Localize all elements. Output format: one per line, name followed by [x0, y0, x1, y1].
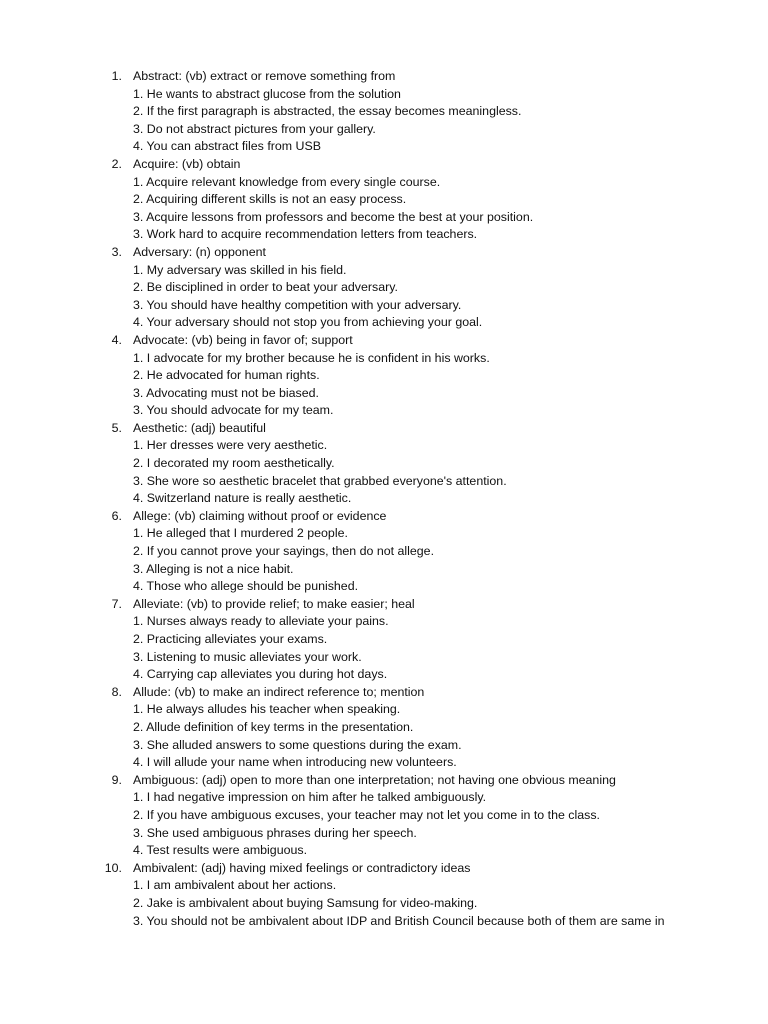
example-text: 3. Advocating must not be biased.	[133, 385, 319, 400]
example-sentence	[0, 191, 768, 209]
example-sentence	[0, 350, 768, 368]
example-text: 4. Test results were ambiguous.	[133, 843, 308, 858]
example-text: 1. I advocate for my brother because he is confident in his works.	[133, 350, 490, 365]
example-sentence	[0, 402, 768, 420]
example-sentence	[0, 226, 768, 244]
example-text: 2. Acquiring different skills is not an easy process.	[133, 192, 407, 207]
example-sentence	[0, 437, 768, 455]
example-sentence	[0, 209, 768, 227]
vocab-entry	[0, 772, 768, 860]
example-text: 3. Work hard to acquire recommendation letters from teachers.	[133, 227, 478, 242]
entry-number: 9.	[111, 772, 122, 787]
entry-heading	[0, 156, 768, 174]
example-text: 4. Your adversary should not stop you from achieving your goal.	[133, 315, 483, 330]
example-sentence	[0, 297, 768, 315]
example-sentence	[0, 877, 768, 895]
example-text: 4. Carrying cap alleviates you during hot days.	[133, 667, 388, 682]
entry-headword: Alleviate: (vb) to provide relief; to make easier; heal	[133, 596, 415, 611]
entry-heading	[0, 684, 768, 702]
entry-headword: Ambivalent: (adj) having mixed feelings or contradictory ideas	[133, 860, 471, 875]
example-text: 3. She wore so aesthetic bracelet that grabbed everyone's attention.	[133, 473, 507, 488]
example-text: 4. Switzerland nature is really aesthetic.	[133, 491, 352, 506]
entry-heading	[0, 332, 768, 350]
example-text: 2. Practicing alleviates your exams.	[133, 632, 328, 646]
example-sentence	[0, 455, 768, 473]
example-sentence	[0, 701, 768, 719]
example-text: 2. If the first paragraph is abstracted, the essay becomes meaningless.	[133, 104, 522, 119]
entry-number: 10.	[104, 860, 122, 875]
example-sentence	[0, 561, 768, 579]
example-sentence	[0, 666, 768, 684]
entry-heading	[0, 508, 768, 526]
example-sentence	[0, 825, 768, 843]
entry-headword: Advocate: (vb) being in favor of; support	[133, 332, 353, 347]
example-sentence	[0, 754, 768, 772]
example-text: 1. I had negative impression on him after he talked ambiguously.	[133, 790, 487, 805]
example-text: 3. Listening to music alleviates your work.	[133, 649, 362, 664]
example-sentence	[0, 737, 768, 755]
example-text: 4. I will allude your name when introducing new volunteers.	[133, 755, 457, 770]
entry-number: 1.	[111, 69, 122, 83]
example-text: 4. Those who allege should be punished.	[133, 579, 359, 594]
example-text: 3. She alluded answers to some questions during the exam.	[133, 737, 462, 752]
example-sentence	[0, 525, 768, 543]
example-text: 2. Be disciplined in order to beat your adversary.	[133, 280, 398, 295]
example-text: 3. Alleging is not a nice habit.	[133, 561, 294, 576]
example-sentence	[0, 613, 768, 631]
example-sentence	[0, 174, 768, 192]
vocab-entry	[0, 68, 768, 156]
example-sentence	[0, 103, 768, 121]
example-sentence	[0, 86, 768, 104]
example-sentence	[0, 578, 768, 596]
example-text: 2. Allude definition of key terms in the presentation.	[133, 719, 414, 734]
example-sentence	[0, 649, 768, 667]
entry-number: 6.	[111, 508, 122, 523]
example-text: 1. He wants to abstract glucose from the solution	[133, 86, 401, 101]
example-text: 3. You should not be ambivalent about IDP and British Council because both of them are same in	[133, 913, 665, 928]
example-text: 3. You should have healthy competition with your adversary.	[133, 297, 462, 312]
example-text: 1. I am ambivalent about her actions.	[133, 878, 337, 893]
example-sentence	[0, 895, 768, 913]
entry-heading	[0, 772, 768, 790]
vocabulary-document	[0, 68, 768, 930]
entry-heading	[0, 596, 768, 614]
entry-number: 2.	[111, 156, 122, 171]
entry-headword: Allege: (vb) claiming without proof or evidence	[133, 508, 387, 523]
example-text: 2. I decorated my room aesthetically.	[133, 456, 335, 471]
example-text: 2. If you have ambiguous excuses, your teacher may not let you come in to the class.	[133, 807, 600, 822]
example-sentence	[0, 262, 768, 280]
entry-headword: Aesthetic: (adj) beautiful	[133, 420, 266, 435]
entry-headword: Allude: (vb) to make an indirect reference to; mention	[133, 684, 425, 699]
example-sentence	[0, 913, 768, 931]
example-text: 1. Nurses always ready to alleviate your pains.	[133, 614, 389, 629]
example-sentence	[0, 121, 768, 139]
example-sentence	[0, 367, 768, 385]
entry-number: 4.	[111, 332, 122, 347]
example-sentence	[0, 314, 768, 332]
entry-headword: Ambiguous: (adj) open to more than one interpretation; not having one obvious meaning	[133, 772, 616, 787]
vocab-entry	[0, 156, 768, 244]
vocab-entry	[0, 508, 768, 596]
example-sentence	[0, 719, 768, 737]
example-sentence	[0, 279, 768, 297]
vocab-entry	[0, 860, 768, 930]
example-sentence	[0, 807, 768, 825]
vocab-entry	[0, 420, 768, 508]
example-text: 3. You should advocate for my team.	[133, 403, 334, 418]
example-text: 4. You can abstract files from USB	[133, 139, 322, 154]
example-text: 1. Acquire relevant knowledge from every single course.	[133, 174, 441, 189]
example-sentence	[0, 631, 768, 649]
vocab-entry	[0, 596, 768, 684]
example-text: 1. Her dresses were very aesthetic.	[133, 438, 328, 453]
entry-headword: Acquire: (vb) obtain	[133, 156, 241, 171]
entry-heading	[0, 420, 768, 438]
example-sentence	[0, 543, 768, 561]
example-text: 1. He alleged that I murdered 2 people.	[133, 526, 348, 541]
example-text: 3. Acquire lessons from professors and become the best at your position.	[133, 209, 534, 224]
example-sentence	[0, 789, 768, 807]
vocab-entry	[0, 684, 768, 772]
entry-headword: Adversary: (n) opponent	[133, 244, 266, 259]
example-sentence	[0, 138, 768, 156]
example-text: 2. He advocated for human rights.	[133, 368, 320, 383]
example-text: 1. He always alludes his teacher when speaking.	[133, 702, 401, 717]
example-sentence	[0, 473, 768, 491]
example-text: 3. She used ambiguous phrases during her speech.	[133, 825, 417, 840]
entry-number: 5.	[111, 420, 122, 435]
vocab-entry	[0, 332, 768, 420]
entry-heading	[0, 860, 768, 878]
example-text: 2. Jake is ambivalent about buying Samsung for video-making.	[133, 895, 478, 910]
example-text: 1. My adversary was skilled in his field.	[133, 262, 347, 277]
example-text: 2. If you cannot prove your sayings, then do not allege.	[133, 544, 435, 559]
vocab-entry	[0, 244, 768, 332]
example-text: 3. Do not abstract pictures from your gallery.	[133, 121, 376, 136]
entry-headword: Abstract: (vb) extract or remove something from	[133, 69, 396, 83]
entry-number: 3.	[111, 244, 122, 259]
example-sentence	[0, 490, 768, 508]
example-sentence	[0, 842, 768, 860]
entry-number: 8.	[111, 684, 122, 699]
entry-number: 7.	[111, 596, 122, 611]
entry-heading	[0, 244, 768, 262]
example-sentence	[0, 385, 768, 403]
entry-heading	[0, 68, 768, 86]
